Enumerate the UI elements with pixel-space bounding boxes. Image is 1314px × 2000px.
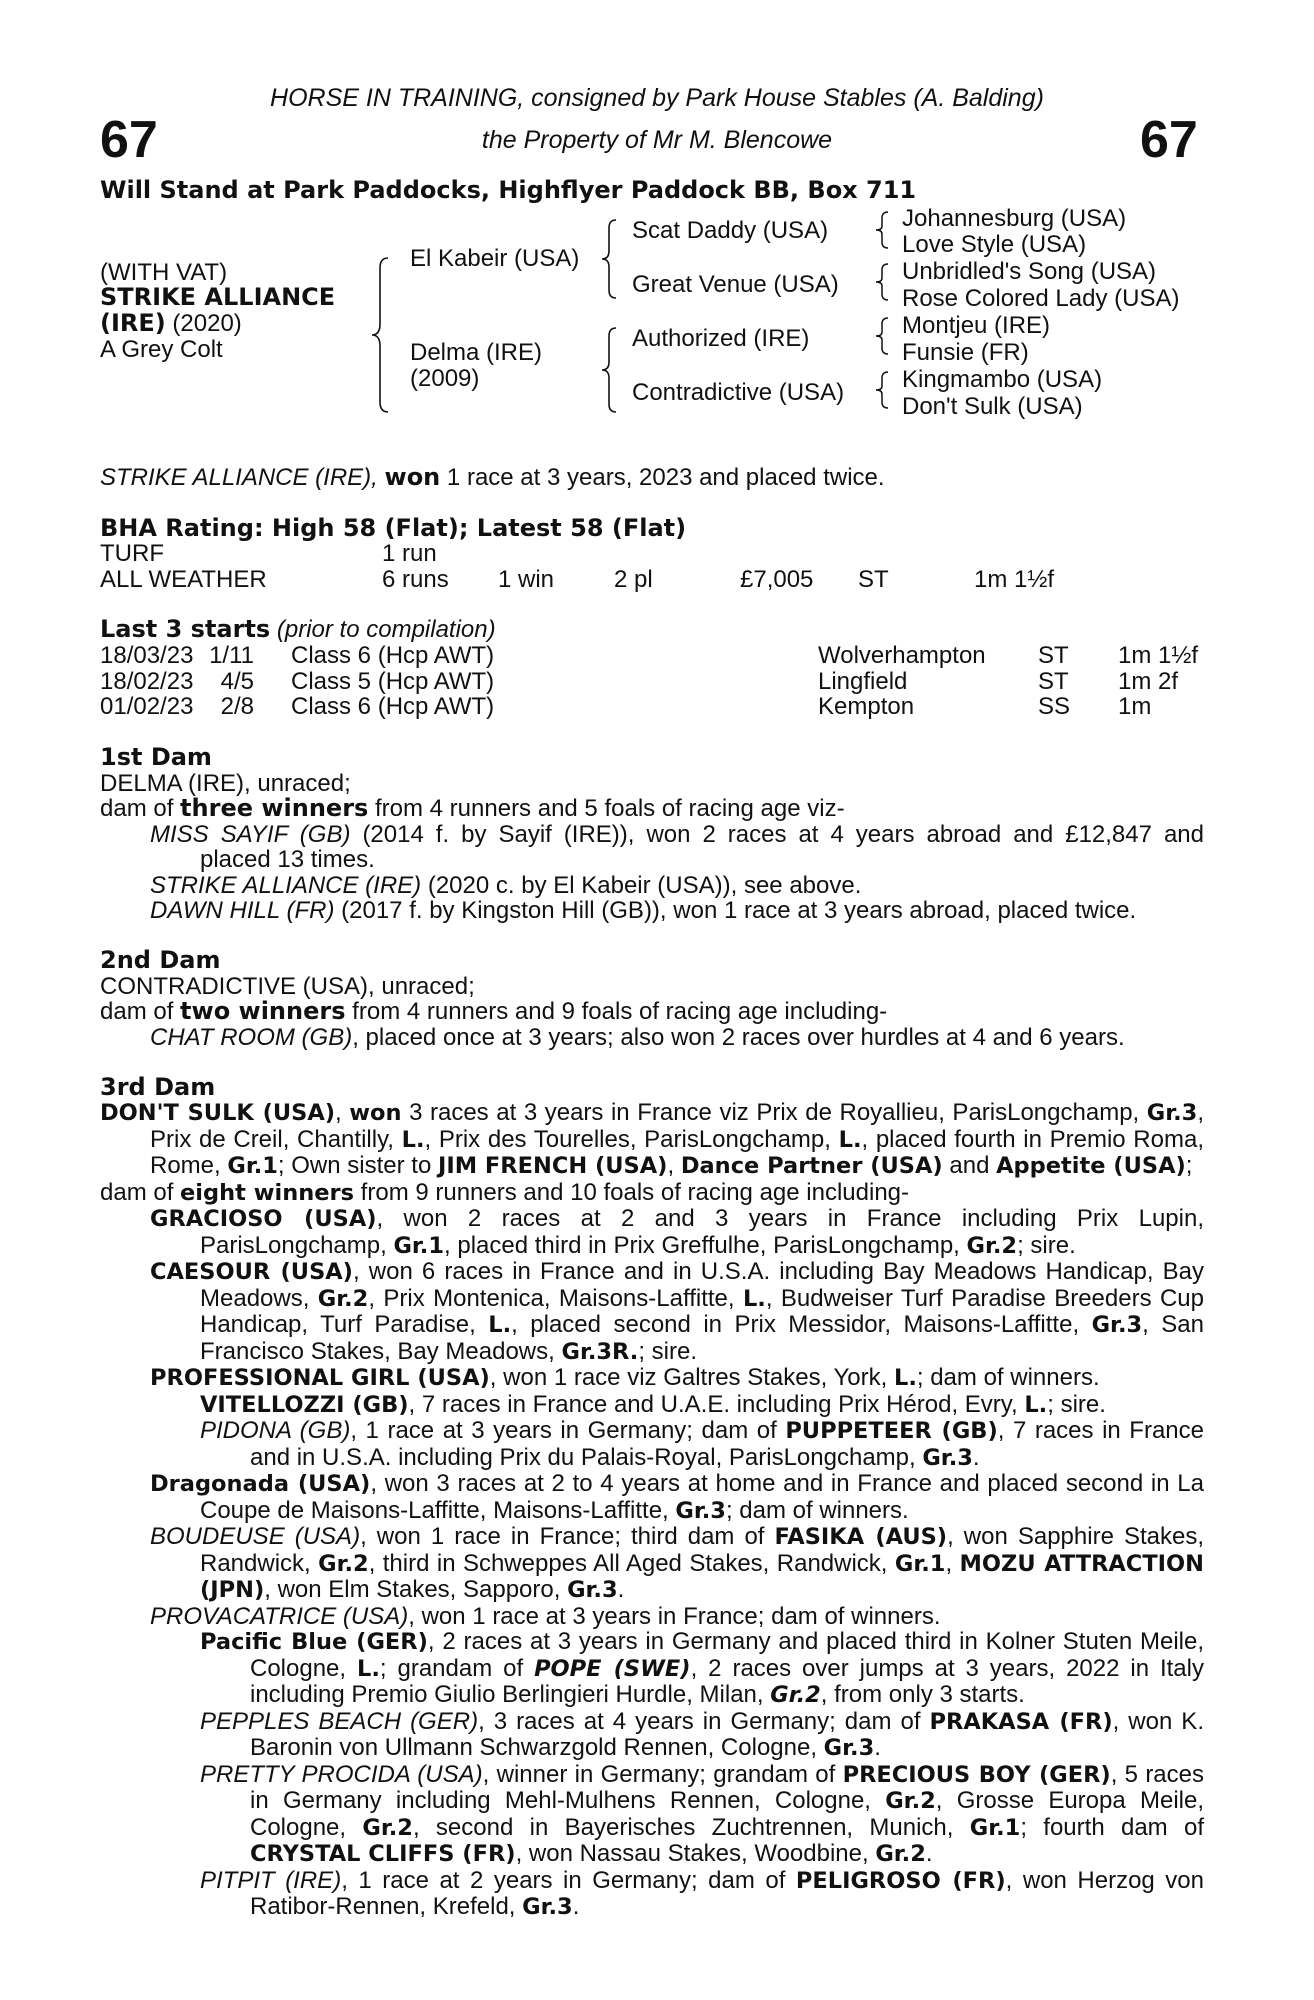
race-summary — [100, 465, 885, 491]
pedigree-g2: Love Style (USA) — [902, 231, 1087, 258]
start-pos: 4/5 — [220, 667, 254, 695]
start-dist: 1m — [1118, 693, 1152, 720]
start-date: 18/03/23 — [100, 642, 194, 669]
pedigree-sire-dam: Great Venue (USA) — [632, 271, 839, 298]
turf-label: TURF — [100, 540, 164, 567]
dam1-winners: three winners — [180, 794, 369, 822]
summary-rest: 1 race at 3 years, 2023 and placed twice. — [440, 464, 885, 491]
stand-location: Will Stand at Park Paddocks, Highflyer Paddock BB, Box 711 — [100, 176, 917, 204]
pedigree-g4: Rose Colored Lady (USA) — [902, 285, 1180, 312]
dam1-entry2 — [150, 873, 861, 899]
pedigree-g8: Don't Sulk (USA) — [902, 393, 1083, 420]
start-pos: 2/8 — [220, 693, 254, 720]
pedigree-g3: Unbridled's Song (USA) — [902, 258, 1157, 285]
dam2-line2 — [100, 999, 887, 1025]
dam2-e1-name: CHAT ROOM (GB) — [150, 1024, 353, 1051]
start-course: Lingfield — [818, 667, 908, 695]
pedigree-sire-sire: Scat Daddy (USA) — [632, 217, 829, 244]
dam1-e3-text: (2017 f. by Kingston Hill (GB)), won 1 race at 3 years abroad, placed twice. — [334, 897, 1137, 924]
lot-number-right: 67 — [1140, 111, 1198, 169]
dam3-p8: Dragonada (USA), won 3 races at 2 to 4 years at home and in France and placed second in La Coupe de Maisons-Laffitte, Maisons-Laffitte, Gr.3; dam of winners. — [150, 1470, 1204, 1524]
dam1-e2-text: (2020 c. by El Kabeir (USA)), see above. — [421, 872, 862, 899]
last-starts-heading — [100, 617, 496, 643]
dam2-entry1 — [150, 1025, 1125, 1051]
start-date: 01/02/23 — [100, 693, 194, 720]
dam3-p11: Pacific Blue (GER), 2 races at 3 years in Germany and placed third in Kolner Stuten Meile, Cologne, L.; grandam of POPE (SWE), 2 races over jumps at 3 years, 2022 in Italy including Premio Giulio Berlingieri Hurdle, Milan, Gr.2, from only 3 starts. — [200, 1628, 1204, 1708]
dam1-title: 1st Dam — [100, 743, 212, 771]
horse-year: (2020) — [165, 310, 242, 337]
dam1-line2 — [100, 796, 845, 822]
dam1-entry1-cont: placed 13 times. — [200, 846, 375, 873]
aw-prize: £7,005 — [740, 566, 814, 593]
bha-rating: BHA Rating: High 58 (Flat); Latest 58 (Flat) — [100, 514, 687, 542]
start-course: Kempton — [818, 693, 915, 720]
start-class: Class 5 (Hcp AWT) — [291, 667, 495, 695]
start-class: Class 6 (Hcp AWT) — [291, 642, 495, 669]
dam2-title: 2nd Dam — [100, 946, 221, 974]
dam1-entry1 — [150, 822, 1204, 848]
dam1-entry3 — [150, 898, 1136, 924]
start-pos: 1/11 — [209, 642, 254, 669]
pedigree-g6: Funsie (FR) — [902, 339, 1029, 366]
dam1-l2a: dam of — [100, 795, 181, 822]
start-course: Wolverhampton — [818, 642, 986, 669]
dam2-e1-text: , placed once at 3 years; also won 2 races over hurdles at 4 and 6 years. — [352, 1024, 1125, 1051]
pedigree-dam-dam: Contradictive (USA) — [632, 379, 845, 406]
dam3-p14: PITPIT (IRE), 1 race at 2 years in Germany; dam of PELIGROSO (FR), won Herzog von Ratibor-Rennen, Krefeld, Gr.3. — [200, 1866, 1204, 1920]
dam3-p10: PROVACATRICE (USA), won 1 race at 3 years in France; dam of winners. — [150, 1602, 941, 1630]
dam2-winners: two winners — [180, 997, 346, 1025]
last-starts-subtitle: (prior to compilation) — [270, 616, 496, 643]
pedigree-g7: Kingmambo (USA) — [902, 366, 1103, 393]
aw-runs: 6 runs — [382, 566, 449, 593]
dam1-line1: DELMA (IRE), unraced; — [100, 770, 351, 797]
start-class: Class 6 (Hcp AWT) — [291, 693, 495, 720]
summary-horse-name: STRIKE ALLIANCE (IRE), — [100, 464, 378, 491]
pedigree-g5: Montjeu (IRE) — [902, 312, 1051, 339]
dam2-l2c: from 4 runners and 9 foals of racing age including- — [345, 998, 888, 1025]
start-date: 18/02/23 — [100, 667, 194, 695]
aw-label: ALL WEATHER — [100, 566, 267, 593]
dam2-line1: CONTRADICTIVE (USA), unraced; — [100, 973, 475, 1000]
start-dist: 1m 1½f — [1118, 642, 1199, 669]
pedigree-brace-g3 — [872, 316, 892, 356]
dam1-e1-name: MISS SAYIF (GB) — [150, 821, 351, 848]
dam1-e2-name: STRIKE ALLIANCE (IRE) — [150, 872, 422, 899]
dam1-e1-text: (2014 f. by Sayif (IRE)), won 2 races at 4 years abroad and £12,847 and — [350, 821, 1205, 848]
pedigree-sire: El Kabeir (USA) — [410, 245, 580, 272]
start-going: SS — [1038, 693, 1071, 720]
pedigree-brace-g4 — [872, 370, 892, 410]
dam3-p12: PEPPLES BEACH (GER), 3 races at 4 years in Germany; dam of PRAKASA (FR), won K. Baronin von Ullmann Schwarzgold Rennen, Cologne, Gr.3. — [200, 1707, 1204, 1761]
dam3-p1: DON'T SULK (USA), won 3 races at 3 years in France viz Prix de Royallieu, ParisLongchamp, Gr.3, Prix de Creil, Chantilly, L., Prix des Tourelles, ParisLongchamp, L., placed fourth in Premio Roma, Rome, Gr.1; Own sister to JIM FRENCH (USA), Dance Partner (USA) and Appetite (USA); — [100, 1099, 1204, 1179]
dam3-title: 3rd Dam — [100, 1073, 216, 1101]
aw-placed: 2 pl — [614, 566, 653, 593]
last-starts-title: Last 3 starts — [100, 615, 271, 643]
aw-wins: 1 win — [498, 566, 555, 593]
dam2-l2a: dam of — [100, 998, 181, 1025]
horse-description: A Grey Colt — [100, 336, 223, 363]
summary-won: won — [384, 463, 441, 491]
pedigree-brace-dam — [598, 326, 620, 414]
aw-going: ST — [858, 566, 889, 593]
dam3-p6: VITELLOZZI (GB), 7 races in France and U.A.E. including Prix Hérod, Evry, L.; sire. — [200, 1390, 1106, 1418]
pedigree-brace-g2 — [872, 262, 892, 302]
pedigree-dam-year: (2009) — [410, 365, 480, 392]
dam3-p9: BOUDEUSE (USA), won 1 race in France; third dam of FASIKA (AUS), won Sapphire Stakes, Randwick, Gr.2, third in Schweppes All Aged Stakes, Randwick, Gr.1, MOZU ATTRACTION (JPN), won Elm Stakes, Sapporo, Gr.3. — [150, 1523, 1204, 1603]
dam3-p13: PRETTY PROCIDA (USA), winner in Germany; grandam of PRECIOUS BOY (GER), 5 races in Germany including Mehl-Mulhens Rennen, Cologne, Gr.2, Grosse Europa Meile, Cologne, Gr.2, second in Bayerisches Zuchtrennen, Munich, Gr.1; fourth dam of CRYSTAL CLIFFS (FR), won Nassau Stakes, Woodbine, Gr.2. — [200, 1760, 1205, 1867]
start-going: ST — [1038, 667, 1069, 695]
start-going: ST — [1038, 642, 1069, 669]
dam3-p2: dam of eight winners from 9 runners and 10 foals of racing age including- — [100, 1178, 910, 1206]
pedigree-brace-main — [368, 256, 392, 414]
dam3-p5: PROFESSIONAL GIRL (USA), won 1 race viz Galtres Stakes, York, L.; dam of winners. — [150, 1364, 1100, 1391]
dam1-e3-name: DAWN HILL (FR) — [150, 897, 335, 924]
vat-note: (WITH VAT) — [100, 259, 228, 286]
pedigree-dam: Delma (IRE) — [410, 339, 543, 366]
header-line-2: the Property of Mr M. Blencowe — [481, 126, 833, 154]
horse-name: STRIKE ALLIANCE — [100, 283, 336, 311]
turf-runs: 1 run — [382, 540, 437, 567]
dam1-l2c: from 4 runners and 5 foals of racing age viz- — [368, 795, 845, 822]
pedigree-dam-sire: Authorized (IRE) — [632, 325, 810, 352]
pedigree-brace-sire — [598, 218, 620, 300]
dam3-p4: CAESOUR (USA), won 6 races in France and in U.S.A. including Bay Meadows Handicap, Bay Meadows, Gr.2, Prix Montenica, Maisons-Laffitte, L., Budweiser Turf Paradise Breeders Cup Handicap, Turf Paradise, L., placed second in Prix Messidor, Maisons-Laffitte, Gr.3, San Francisco Stakes, Bay Meadows, Gr.3R.; sire. — [150, 1258, 1205, 1365]
pedigree-brace-g1 — [872, 210, 892, 250]
start-dist: 1m 2f — [1118, 667, 1179, 695]
dam3-p3: GRACIOSO (USA), won 2 races at 2 and 3 years in France including Prix Lupin, ParisLongchamp, Gr.1, placed third in Prix Greffulhe, ParisLongchamp, Gr.2; sire. — [150, 1205, 1204, 1259]
header-line-1: HORSE IN TRAINING, consigned by Park House Stables (A. Balding) — [270, 84, 1044, 112]
dam3-p7: PIDONA (GB), 1 race at 3 years in Germany; dam of PUPPETEER (GB), 7 races in France and in U.S.A. including Prix du Palais-Royal, ParisLongchamp, Gr.3. — [200, 1417, 1204, 1471]
horse-suffix-year — [100, 311, 242, 337]
aw-distance: 1m 1½f — [974, 566, 1055, 593]
lot-number-left: 67 — [100, 111, 158, 169]
pedigree-g1: Johannesburg (USA) — [902, 205, 1127, 232]
horse-country: (IRE) — [100, 309, 166, 337]
